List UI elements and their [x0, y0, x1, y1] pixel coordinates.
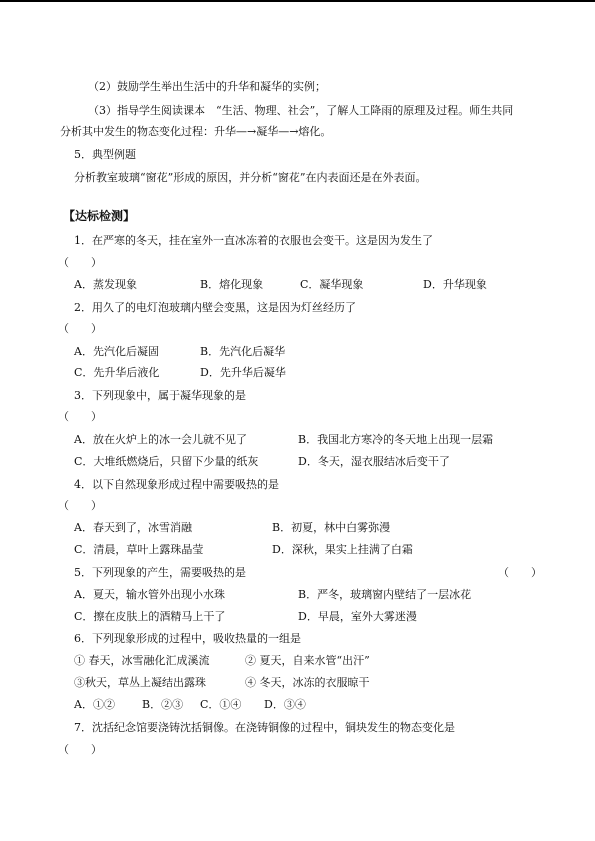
q5-option-c: C．擦在皮肤上的酒精马上干了 — [74, 610, 226, 623]
q4-option-b: B．初夏，林中白雾弥漫 — [272, 521, 391, 534]
q5-option-d: D．早晨，室外大雾迷漫 — [298, 610, 417, 623]
q4-option-a: A．春天到了，冰雪消融 — [74, 521, 192, 534]
q3-option-c: C．大堆纸燃烧后，只留下少量的纸灰 — [74, 455, 259, 468]
q6-stem: 6．下列现象形成的过程中，吸收热量的一组是 — [74, 632, 301, 645]
q7-answer-blank: （ ） — [58, 743, 102, 756]
example-text: 分析教室玻璃“窗花”形成的原因，并分析“窗花”在内表面还是在外表面。 — [74, 171, 427, 184]
page-top-rule — [0, 0, 595, 2]
q4-stem: 4．以下自然现象形成过程中需要吸热的是 — [74, 478, 279, 491]
q4-option-c: C．清晨，草叶上露珠晶莹 — [74, 543, 204, 556]
q6-option-d: D．③④ — [264, 698, 306, 711]
section-title: 【达标检测】 — [63, 209, 136, 223]
q1-stem: 1．在严寒的冬天，挂在室外一直冰冻着的衣服也会变干。这是因为发生了 — [74, 234, 433, 247]
q3-answer-blank: （ ） — [58, 410, 102, 423]
q4-answer-blank: （ ） — [58, 499, 102, 512]
intro-item-3-line1: （3）指导学生阅读课本 “生活、物理、社会”，了解人工降雨的原理及过程。师生共同 — [88, 104, 514, 117]
q1-answer-blank: （ ） — [58, 256, 102, 269]
q4-option-d: D．深秋，果实上挂满了白霜 — [272, 543, 413, 556]
q2-stem: 2．用久了的电灯泡玻璃内壁会变黑，这是因为灯丝经历了 — [74, 301, 356, 314]
q1-option-b: B．熔化现象 — [200, 278, 264, 291]
q2-option-b: B．先汽化后凝华 — [200, 345, 286, 358]
q3-stem: 3．下列现象中，属于凝华现象的是 — [74, 389, 246, 402]
q3-option-a: A．放在火炉上的冰一会儿就不见了 — [74, 433, 247, 446]
q5-answer-blank: （ ） — [498, 566, 542, 579]
q3-option-d: D．冬天，湿衣服结冰后变干了 — [298, 455, 450, 468]
q5-option-a: A．夏天，输水管外出现小水珠 — [74, 588, 225, 601]
q6-option-a: A．①② — [74, 698, 115, 711]
q6-item-4: ④ 冬天，冰冻的衣服晾干 — [245, 676, 370, 689]
q1-option-c: C．凝华现象 — [300, 278, 364, 291]
q2-option-a: A．先汽化后凝固 — [74, 345, 159, 358]
q7-stem: 7．沈括纪念馆要浇铸沈括铜像。在浇铸铜像的过程中，铜块发生的物态变化是 — [74, 721, 455, 734]
intro-item-2: （2）鼓励学生举出生活中的升华和凝华的实例； — [88, 80, 326, 93]
q2-option-c: C．先升华后液化 — [74, 366, 160, 379]
q5-option-b: B．严冬，玻璃窗内壁结了一层冰花 — [298, 588, 472, 601]
q2-answer-blank: （ ） — [58, 322, 102, 335]
q6-item-2: ② 夏天，自来水管“出汗” — [245, 654, 370, 667]
q6-item-1: ① 春天，冰雪融化汇成溪流 — [74, 654, 210, 667]
q2-option-d: D．先升华后凝华 — [200, 366, 286, 379]
q6-option-b: B．②③ — [142, 698, 184, 711]
q3-option-b: B．我国北方寒冷的冬天地上出现一层霜 — [298, 433, 494, 446]
intro-item-3-line2: 分析其中发生的物态变化过程：升华—→凝华—→熔化。 — [60, 125, 332, 138]
q6-item-3: ③秋天，草丛上凝结出露珠 — [74, 676, 206, 689]
q5-stem: 5．下列现象的产生，需要吸热的是 — [74, 566, 246, 579]
q1-option-a: A．蒸发现象 — [74, 278, 137, 291]
q1-option-d: D．升华现象 — [423, 278, 487, 291]
q6-option-c: C．①④ — [200, 698, 242, 711]
example-heading: 5．典型例题 — [74, 148, 136, 161]
